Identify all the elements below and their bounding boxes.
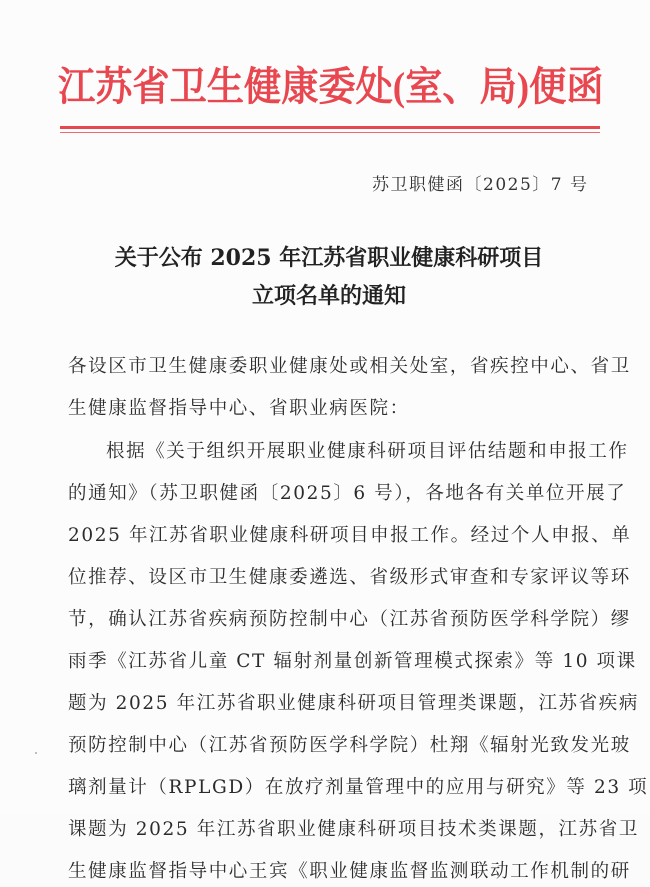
scan-speck [35,752,37,754]
body-line: 璃剂量计（RPLGD）在放疗剂量管理中的应用与研究》等 23 项 [68,777,649,798]
salutation-line-1: 各设区市卫生健康委职业健康处或相关处室，省疾控中心、省卫 [68,356,631,377]
letterhead-rule-thin [60,132,600,133]
body-line: 的通知》（苏卫职健函〔2025〕6 号），各地各有关单位开展了 [68,483,627,504]
body-line: 节，确认江苏省疾病预防控制中心（江苏省预防医学科学院）缪 [68,609,631,630]
notice-title-line-2: 立项名单的通知 [251,283,406,309]
body-line: 根据《关于组织开展职业健康科研项目评估结题和申报工作 [106,441,629,462]
document-number: 苏卫职健函〔2025〕7 号 [372,175,589,195]
body-line: 题为 2025 年江苏省职业健康科研项目管理类课题，江苏省疾病 [68,693,639,714]
body-line: 位推荐、设区市卫生健康委遴选、省级形式审查和专家评议等环 [68,567,631,588]
salutation-line-2: 生健康监督指导中心、省职业病医院： [68,398,410,419]
letterhead-title: 江苏省卫生健康委处(室、局)便函 [58,64,604,109]
body-line: 雨季《江苏省儿童 CT 辐射剂量创新管理模式探索》等 10 项课 [68,651,637,672]
body-line: 预防控制中心（江苏省预防医学科学院）杜翔《辐射光致发光玻 [68,735,631,756]
letterhead-rule-thick [60,126,600,129]
notice-title-line-1: 关于公布 2025 年江苏省职业健康科研项目 [114,245,544,271]
body-line: 2025 年江苏省职业健康科研项目申报工作。经过个人申报、单 [68,525,632,546]
body-line: 课题为 2025 年江苏省职业健康科研项目技术类课题，江苏省卫 [68,819,639,840]
body-line: 生健康监督指导中心王宾《职业健康监督监测联动工作机制的研 [68,861,631,882]
